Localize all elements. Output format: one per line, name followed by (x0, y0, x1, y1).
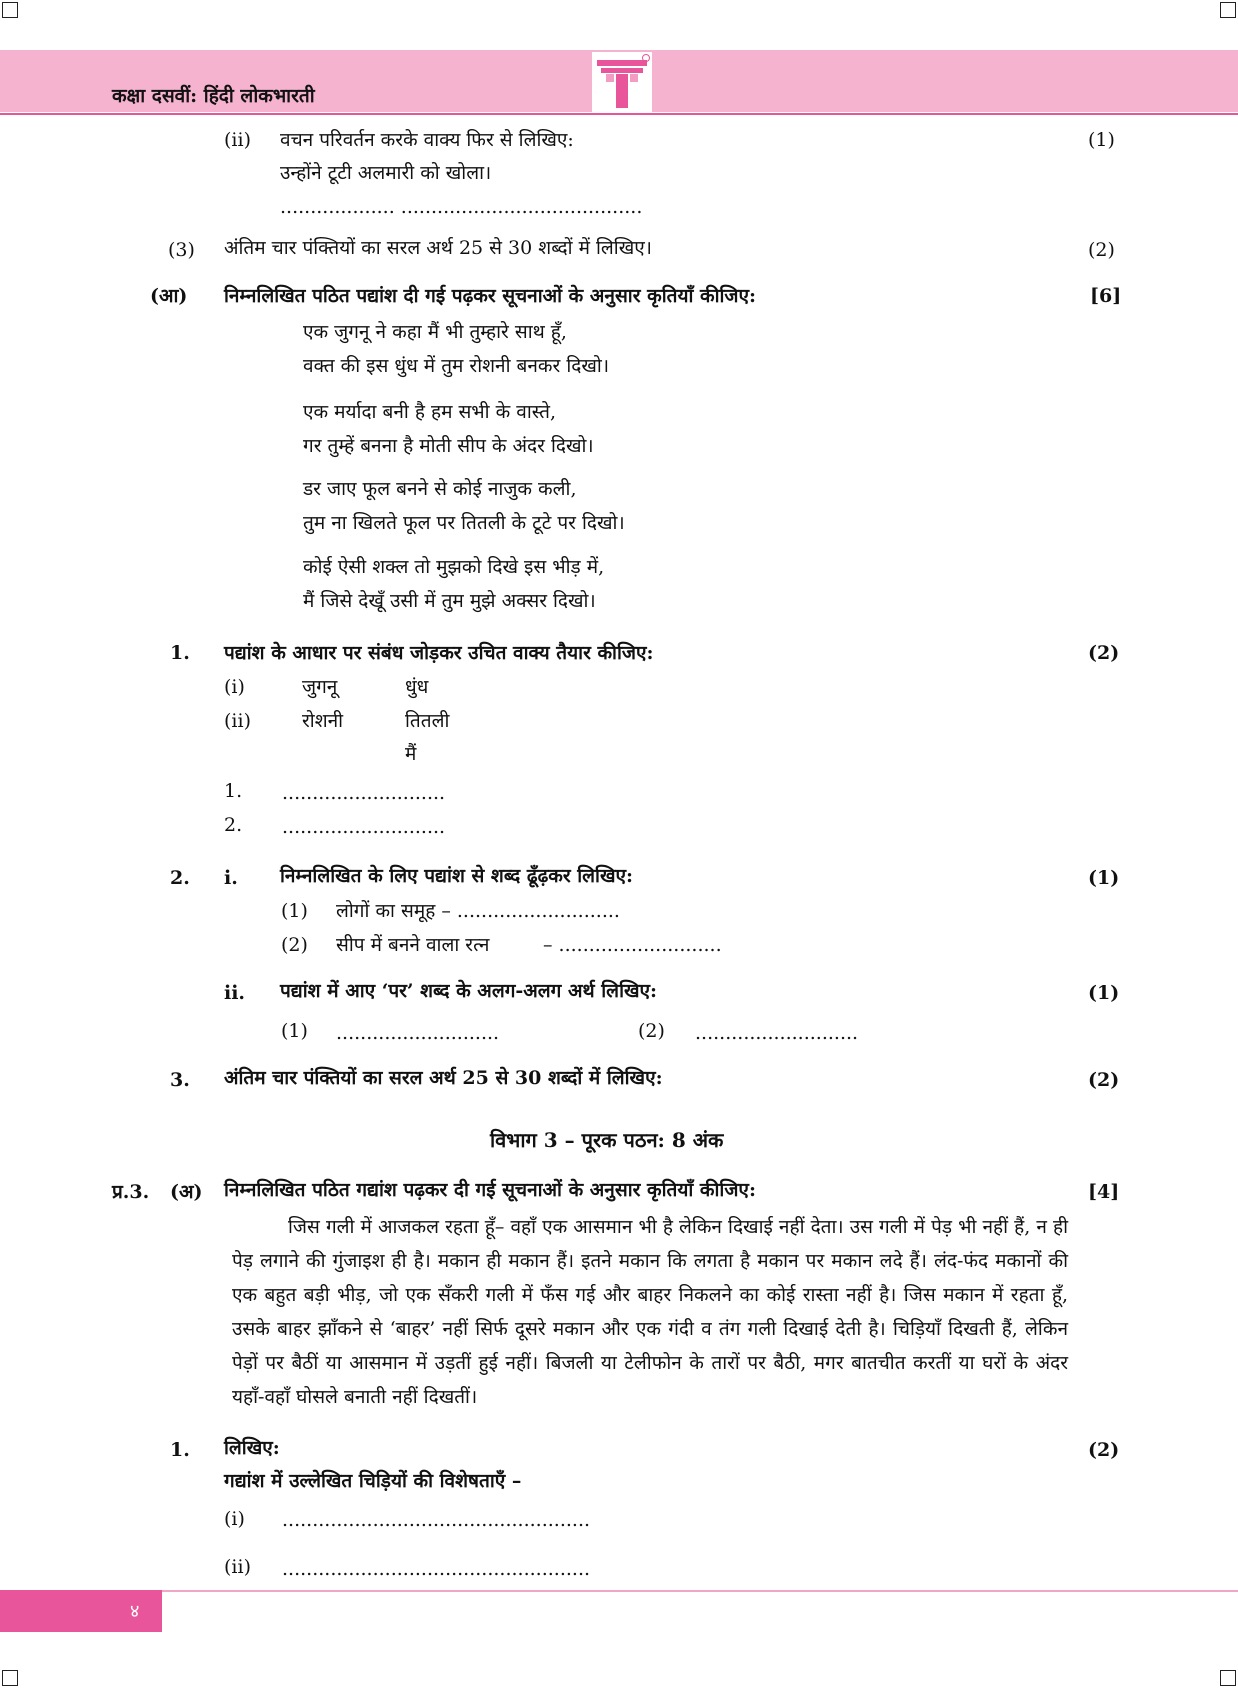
sub-item-number: (1) (281, 1020, 308, 1042)
poem-line: तुम ना खिलते फूल पर तितली के टूटे पर दिखो। (303, 512, 625, 534)
aa-q3-text: अंतिम चार पंक्तियों का सरल अर्थ 25 से 30 शब्दों में लिखिए: (224, 1067, 663, 1089)
section-aa-label: (आ) (150, 285, 188, 307)
crop-mark-bottom-right (1220, 1670, 1236, 1686)
q3-number: (3) (168, 239, 195, 261)
section-aa-marks: [6] (1090, 285, 1122, 307)
sub-item-text: लोगों का समूह – ........................... (336, 900, 620, 922)
answer-number: 1. (224, 780, 243, 802)
poem-line: मैं जिसे देखूँ उसी में तुम मुझे अक्सर दिखो। (303, 590, 596, 612)
poem-line: एक जुगनू ने कहा मैं भी तुम्हारे साथ हूँ, (303, 321, 567, 343)
aa-q2-ii-marks: (1) (1088, 982, 1120, 1004)
answer-number: 2. (224, 814, 243, 836)
q-ii-text: वचन परिवर्तन करके वाक्य फिर से लिखिए: (280, 129, 574, 151)
vibhag3-instruction: निम्नलिखित पठित गद्यांश पढ़कर दी गई सूचनाओं के अनुसार कृतियाँ कीजिए: (224, 1179, 756, 1201)
q3-text: अंतिम चार पंक्तियों का सरल अर्थ 25 से 30 शब्दों में लिखिए। (224, 237, 652, 259)
v3-q1-number: 1. (170, 1439, 190, 1461)
aa-q1-text: पद्यांश के आधार पर संबंध जोड़कर उचित वाक्य तैयार कीजिए: (224, 642, 654, 664)
vibhag3-marks: [4] (1088, 1181, 1120, 1203)
answer-blank: – ........................... (543, 934, 722, 956)
crop-mark-top-left (2, 2, 18, 18)
poem-line: एक मर्यादा बनी है हम सभी के वास्ते, (303, 401, 557, 423)
answer-blank: ................... ........................................ (280, 196, 643, 218)
aa-q1-marks: (2) (1088, 642, 1120, 664)
q-ii-number: (ii) (224, 129, 251, 151)
v3-q1-subtext: गद्यांश में उल्लेखित चिड़ियों की विशेषताएँ – (224, 1470, 522, 1492)
poem-line: वक्त की इस धुंध में तुम रोशनी बनकर दिखो। (303, 355, 610, 377)
q-ii-sentence: उन्होंने टूटी अलमारी को खोला। (280, 162, 492, 184)
aa-q2-i-marks: (1) (1088, 867, 1120, 889)
q3-marks: (2) (1088, 239, 1115, 261)
publisher-logo-icon (592, 52, 652, 112)
answer-number: (i) (224, 1508, 245, 1530)
poem-line: कोई ऐसी शक्ल तो मुझको दिखे इस भीड़ में, (303, 556, 605, 578)
match-row-number: (i) (224, 676, 245, 698)
section-aa-instruction: निम्नलिखित पठित पद्यांश दी गई पढ़कर सूचनाओं के अनुसार कृतियाँ कीजिए: (224, 285, 757, 307)
answer-blank: ........................... (282, 816, 446, 838)
aa-q2-ii-number: ii. (224, 982, 246, 1004)
aa-q2-ii-text: पद्यांश में आए ‘पर’ शब्द के अलग-अलग अर्थ लिखिए: (280, 980, 658, 1002)
crop-mark-top-right (1220, 2, 1236, 18)
answer-number: (ii) (224, 1556, 251, 1578)
match-word: धुंध (405, 676, 429, 698)
sub-item-text: सीप में बनने वाला रत्न (336, 934, 490, 956)
match-word: जुगनू (302, 676, 338, 698)
header-title: कक्षा दसवीं: हिंदी लोकभारती (112, 85, 315, 107)
v3-q1-marks: (2) (1088, 1439, 1120, 1461)
aa-q3-number: 3. (170, 1069, 190, 1091)
sub-item-number: (2) (638, 1020, 665, 1042)
q-ii-marks: (1) (1088, 129, 1115, 151)
question-label: प्र.3. (112, 1181, 150, 1203)
sub-question-label: (अ) (170, 1181, 203, 1203)
aa-q3-marks: (2) (1088, 1069, 1120, 1091)
answer-blank: ................................................... (282, 1509, 591, 1531)
match-word: तितली (405, 710, 450, 732)
sub-item-number: (2) (281, 934, 308, 956)
poem-line: गर तुम्हें बनना है मोती सीप के अंदर दिखो। (303, 435, 594, 457)
aa-q2-number: 2. (170, 867, 190, 889)
match-row-number: (ii) (224, 710, 251, 732)
answer-blank: ................................................... (282, 1558, 591, 1580)
header-divider (0, 113, 1238, 115)
poem-line: डर जाए फूल बनने से कोई नाजुक कली, (303, 478, 577, 500)
aa-q2-i-text: निम्नलिखित के लिए पद्यांश से शब्द ढूँढ़कर लिखिए: (280, 865, 634, 887)
v3-q1-text: लिखिए: (224, 1437, 280, 1459)
aa-q1-number: 1. (170, 642, 190, 664)
match-word: रोशनी (302, 710, 344, 732)
footer-divider (160, 1590, 1238, 1592)
page-number: ४ (130, 1601, 140, 1622)
crop-mark-bottom-left (2, 1670, 18, 1686)
prose-passage: जिस गली में आजकल रहता हूँ– वहाँ एक आसमान भी है लेकिन दिखाई नहीं देता। उस गली में पेड़ भी नहीं हैं, न ही पेड़ लगाने की गुंजाइश ही है। मकान ही मकान हैं। इतने मकान कि लगता है मकान पर मकान लदे हैं। लंद-फंद मकानों की एक बहुत बड़ी भीड़, जो एक सँकरी गली में फँस गई और बाहर निकलने का कोई रास्ता नहीं है। जिस मकान में रहता हूँ, उसके बाहर झाँकने से ‘बाहर’ नहीं सिर्फ दूसरे मकान और एक गंदी व तंग गली दिखाई देती है। चिड़ियाँ दिखती हैं, लेकिन पेड़ों पर बैठीं या आसमान में उड़तीं हुई नहीं। बिजली या टेलीफोन के तारों पर बैठी, मगर बातचीत करतीं या घरों के अंदर यहाँ-वहाँ घोसले बनाती नहीं दिखतीं। (232, 1216, 1068, 1408)
sub-item-number: (1) (281, 900, 308, 922)
answer-blank: ........................... (336, 1022, 500, 1044)
aa-q2-i-number: i. (224, 867, 238, 889)
match-word: मैं (405, 743, 417, 765)
answer-blank: ........................... (282, 782, 446, 804)
section-heading: विभाग 3 – पूरक पठन: 8 अंक (490, 1128, 724, 1152)
answer-blank: ........................... (695, 1022, 859, 1044)
